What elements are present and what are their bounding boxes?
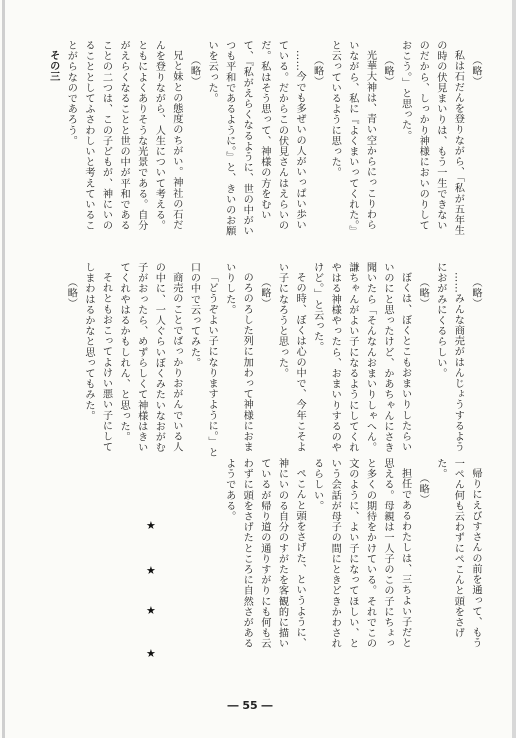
paragraph: 商売のことでばっかりおがんでいる人の中に、一人ぐらいぼくみたいなおがむ子がおったら、めずらしくて神様はきいてくれやはるかもしれん、と思った。 [118,262,182,453]
omission-mark: （略） [470,277,481,310]
paragraph: ぺこんと頭をさげた、というように、神にいのる自分のすがたを客観的に描いているが帰り道の通りすがりにも何も云わずに頭をさげたところに自然さがあるようである。 [223,458,306,649]
omission-mark: （略） [65,277,77,310]
page-right-edge [512,0,516,738]
omission-mark: （略） [382,55,394,88]
omission-mark: （略） [470,55,481,88]
omission-mark: （略） [258,277,270,310]
paragraph: その時、ぼくは心の中で、今年こそよい子になろうと思った。 [276,262,306,453]
paragraph: 兄と妹との態度のちがい。神社の石だんを登りながら、人生について考える。ともによくありそうな光景である。自分がえらくなることと世の中が平和であることの二つは、この子どもが、神にいのることとしてふさわしいと考えていることがらなのであろう。 [65,40,182,231]
paragraph: 「どうぞよい子になりますように。」と口の中で云ってみた。 [188,262,218,458]
star-ornament: ★ [146,647,156,660]
paragraph: ……みんな商売がはんじょうするようにおがみにくるらしい。 [434,262,464,453]
paragraph: ……今でも多ぜいの人がいっぱい歩いている。だからこの伏見さんはえらいのだ。私はそう思って、神様の方をむいて、『私がえらくなるように、世の中がいつも平和であるように。』と、きいのお願いを云った。 [206,40,306,237]
paragraph: 帰りにえびすさんの前を通って、もう一ぺん何も云わずにぺこんと頭をさげた。 [434,458,481,649]
omission-mark: （略） [188,55,200,88]
page-number: ― 55 ― [227,699,273,712]
section-heading: その三 [47,50,60,82]
text-tier-bottom [222,458,484,658]
paragraph: それともおこってよけい悪い子にしてしまわはるかなと思ってもみた。 [82,262,112,453]
omission-mark: （略） [417,473,429,506]
page-left-edge [2,0,5,738]
paragraph: 光華大神は、青い空からにっこりわらいながら、私に『よくまいってくれた。』と云っているように思った。 [329,40,376,237]
star-ornament: ★ [146,604,156,617]
omission-mark: （略） [417,277,429,310]
paragraph: 担任であるわたしは、三ちよい子だと思える。母親は一人子のこの子にちょっと多くの期待をかけている。それでこの文のように、よい子になってほしい、という会話が母子の間にときどきかわされるらしい。 [311,458,411,649]
paragraph: のろのろした列に加わって神様におまいりした。 [223,262,253,453]
paragraph: ぼくは、ぼくとこもおまいりしたらいいのにと思ったけど、かあちゃんにさき聞いたら「そんなんおまいりしゃへん。謙ちゃんがよい子になるようにしてくれやはる神様やったら、おまいりするのやけど。」と云った。 [311,262,411,453]
star-ornament: ★ [146,564,156,577]
star-ornament: ★ [146,519,156,532]
text-tier-middle [62,262,484,459]
text-tier-top [22,40,484,237]
omission-mark: （略） [311,55,323,88]
paragraph: 私は石だんを登りながら、「私が五年生の時の伏見まいりは、もう一生できないのだから、しっかり神様においのりしておこう。」と思った。 [399,40,464,236]
